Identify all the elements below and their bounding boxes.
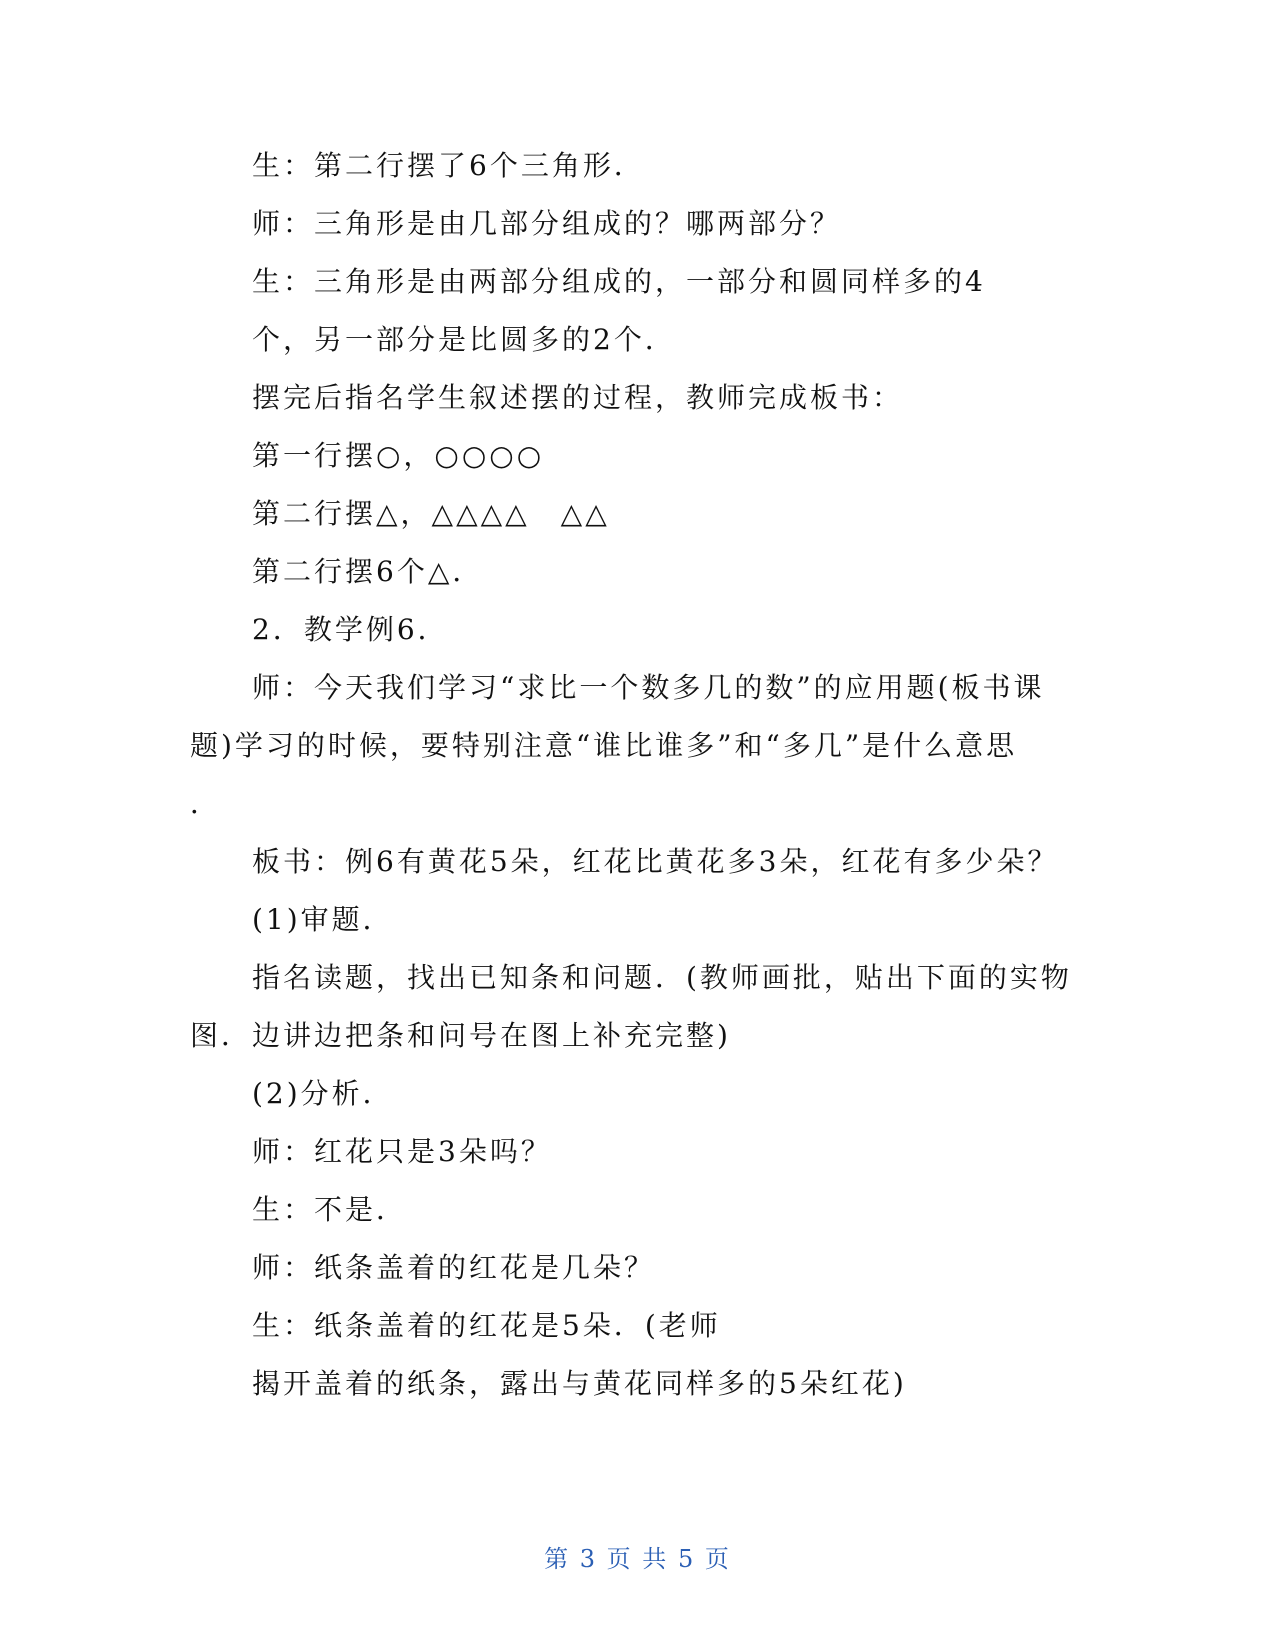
paragraph-line: 揭开盖着的纸条，露出与黄花同样多的5朵红花) [252,1367,907,1400]
paragraph-line: ． [190,787,222,820]
section-heading: 2．教学例6． [252,613,449,646]
paragraph-line: 生：第二行摆了6个三角形． [252,149,645,182]
paragraph-line: 摆完后指名学生叙述摆的过程，教师完成板书： [252,381,904,414]
paragraph-line: 个，另一部分是比圆多的2个． [252,323,676,356]
paragraph-line: 图．边讲边把条和问号在图上补充完整) [190,1019,731,1052]
paragraph-line: 第二行摆6个△． [252,555,484,588]
paragraph-line: 师：今天我们学习“求比一个数多几的数”的应用题(板书课 [252,671,1045,704]
paragraph-line: 指名读题，找出已知条和问题．(教师画批，贴出下面的实物 [252,961,1072,994]
board-row-circles: 第一行摆○，○○○○ [252,439,545,472]
board-row-triangles: 第二行摆△，△△△△ △△ [252,497,610,530]
paragraph-line: 师：三角形是由几部分组成的？哪两部分？ [252,207,842,240]
paragraph-line: 师：红花只是3朵吗？ [252,1135,552,1168]
paragraph-line: 师：纸条盖着的红花是几朵？ [252,1251,656,1284]
paragraph-line: 生：三角形是由两部分组成的，一部分和圆同样多的4 [252,265,986,298]
step-heading: (1)审题． [252,903,394,936]
page-footer [0,1544,1275,1574]
board-text: 板书：例6有黄花5朵，红花比黄花多3朵，红花有多少朵？ [252,845,1059,878]
paragraph-line: 生：纸条盖着的红花是5朵．(老师 [252,1309,721,1342]
paragraph-line: 生：不是． [252,1193,408,1226]
paragraph-line: 题)学习的时候，要特别注意“谁比谁多”和“多几”是什么意思 [190,729,1018,762]
page-number: 第 3 页 共 5 页 [544,1545,731,1573]
step-heading: (2)分析． [252,1077,394,1110]
